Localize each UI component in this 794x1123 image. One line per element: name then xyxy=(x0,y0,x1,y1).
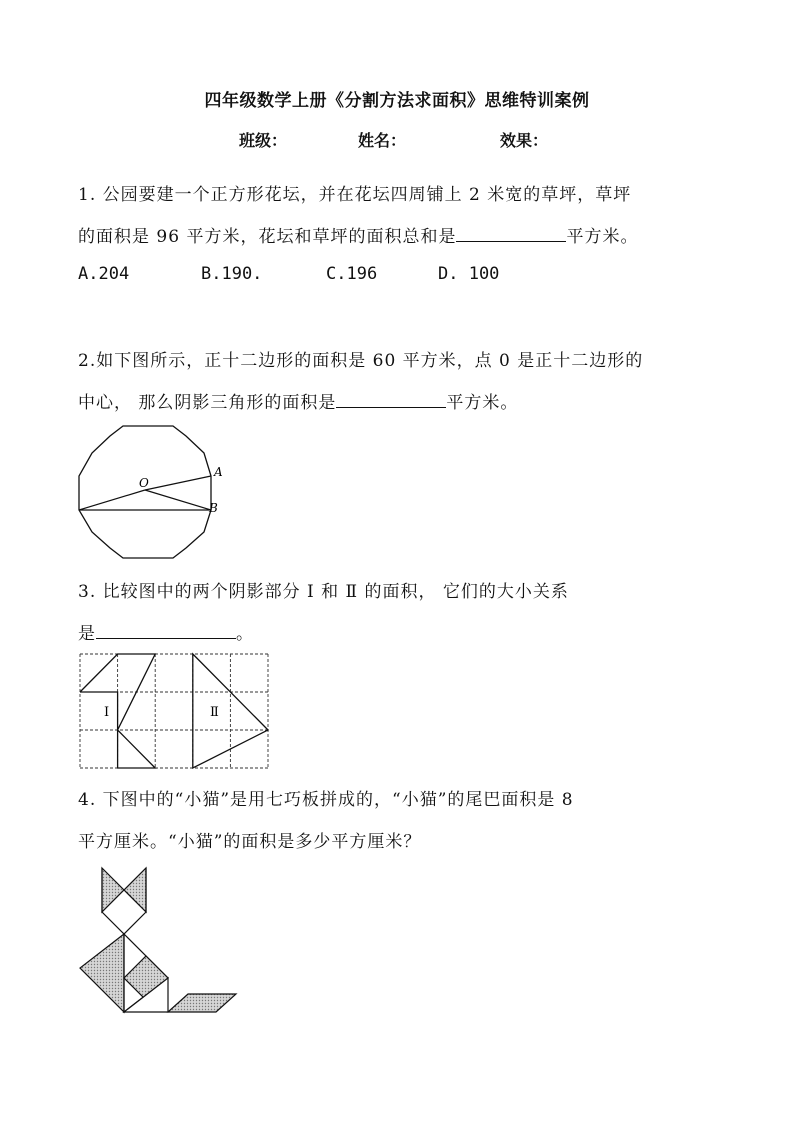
q1-option-a: A.204 xyxy=(78,264,130,284)
q1-line2-text: 的面积是 96 平方米，花坛和草坪的面积总和是 xyxy=(78,227,457,247)
q3-line2-text: 是 xyxy=(78,624,96,644)
label-region-one: Ⅰ xyxy=(104,705,110,720)
q3-line2-end: 。 xyxy=(236,624,254,644)
q2-line2-text: 中心， 那么阴影三角形的面积是 xyxy=(78,393,337,413)
result-label: 效果： xyxy=(500,131,549,150)
cat-tail xyxy=(168,994,236,1012)
q1-option-c: C.196 xyxy=(326,264,378,284)
label-region-two: Ⅱ xyxy=(210,705,219,720)
q1-line1: 1. 公园要建一个正方形花坛，并在花坛四周铺上 2 米宽的草坪，草坪 xyxy=(78,185,632,205)
label-a: A xyxy=(214,465,223,479)
label-o: O xyxy=(139,476,149,490)
q4-line1: 4. 下图中的“小猫”是用七巧板拼成的，“小猫”的尾巴面积是 8 xyxy=(78,790,574,810)
q1-line2-unit: 平方米。 xyxy=(566,227,639,247)
q4-line2: 平方厘米。“小猫”的面积是多少平方厘米？ xyxy=(78,832,422,852)
name-label: 姓名： xyxy=(358,131,407,150)
label-b: B xyxy=(209,501,218,515)
q2-line2-unit: 平方米。 xyxy=(446,393,519,413)
q3-line1: 3. 比较图中的两个阴影部分 Ⅰ 和 Ⅱ 的面积， 它们的大小关系 xyxy=(78,582,569,602)
q1-option-d: D. 100 xyxy=(438,264,500,284)
class-label: 班级： xyxy=(239,131,288,150)
page-title: 四年级数学上册《分割方法求面积》思维特训案例 xyxy=(204,91,590,111)
cat-body-left xyxy=(80,934,124,1012)
q2-line1: 2.如下图所示，正十二边形的面积是 60 平方米，点 0 是正十二边形的 xyxy=(78,351,644,371)
q1-option-b: B.190. xyxy=(201,264,263,284)
